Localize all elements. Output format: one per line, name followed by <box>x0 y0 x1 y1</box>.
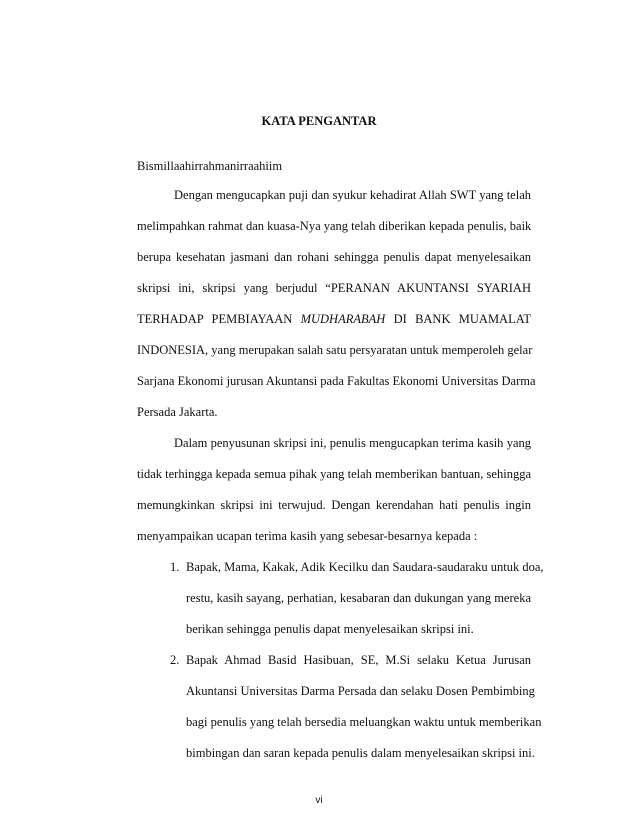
paragraph-line: skripsi ini, skripsi yang berjudul “PERANAN AKUNTANSI SYARIAH <box>137 281 531 295</box>
paragraph-line: Sarjana Ekonomi jurusan Akuntansi pada Fakultas Ekonomi Universitas Darma <box>137 374 536 388</box>
list-item-line: berikan sehingga penulis dapat menyelesaikan skripsi ini. <box>186 622 474 636</box>
title-text-italic: MUDHARABAH <box>300 312 386 326</box>
list-item-line: Bapak Ahmad Basid Hasibuan, SE, M.Si selaku Ketua Jurusan <box>186 653 531 667</box>
paragraph-line: Dalam penyusunan skripsi ini, penulis mengucapkan terima kasih yang <box>174 436 531 450</box>
paragraph-line: tidak terhingga kepada semua pihak yang telah memberikan bantuan, sehingga <box>137 467 531 481</box>
paragraph-line: berupa kesehatan jasmani dan rohani sehingga penulis dapat menyelesaikan <box>137 250 531 264</box>
list-item-line: Akuntansi Universitas Darma Persada dan selaku Dosen Pembimbing <box>186 684 535 698</box>
paragraph-line: menyampaikan ucapan terima kasih yang sebesar-besarnya kepada : <box>137 529 478 543</box>
paragraph-line: Persada Jakarta. <box>137 405 218 419</box>
list-item-line: bagi penulis yang telah bersedia meluangkan waktu untuk memberikan <box>186 715 542 729</box>
paragraph-line: memungkinkan skripsi ini terwujud. Dengan kerendahan hati penulis ingin <box>137 498 531 512</box>
title-text-before: TERHADAP PEMBIAYAAN <box>137 312 293 326</box>
paragraph-line-title <box>137 310 531 328</box>
list-item-line: bimbingan dan saran kepada penulis dalam menyelesaikan skripsi ini. <box>186 746 535 760</box>
list-number: 2. <box>170 653 180 667</box>
paragraph-line: melimpahkan rahmat dan kuasa-Nya yang telah diberikan kepada penulis, baik <box>137 219 532 233</box>
list-item-line: Bapak, Mama, Kakak, Adik Kecilku dan Saudara-saudaraku untuk doa, <box>186 560 544 574</box>
title-text-after: DI BANK MUAMALAT <box>393 312 532 326</box>
salutation: Bismillaahirrahmanirraahiim <box>137 159 283 173</box>
paragraph-line: INDONESIA, yang merupakan salah satu persyaratan untuk memperoleh gelar <box>137 343 533 357</box>
page-title: KATA PENGANTAR <box>261 114 377 128</box>
list-number: 1. <box>170 560 180 574</box>
paragraph-line: Dengan mengucapkan puji dan syukur kehadirat Allah SWT yang telah <box>174 188 531 202</box>
page-number: vi <box>315 795 323 806</box>
list-item-line: restu, kasih sayang, perhatian, kesabaran dan dukungan yang mereka <box>186 591 531 605</box>
